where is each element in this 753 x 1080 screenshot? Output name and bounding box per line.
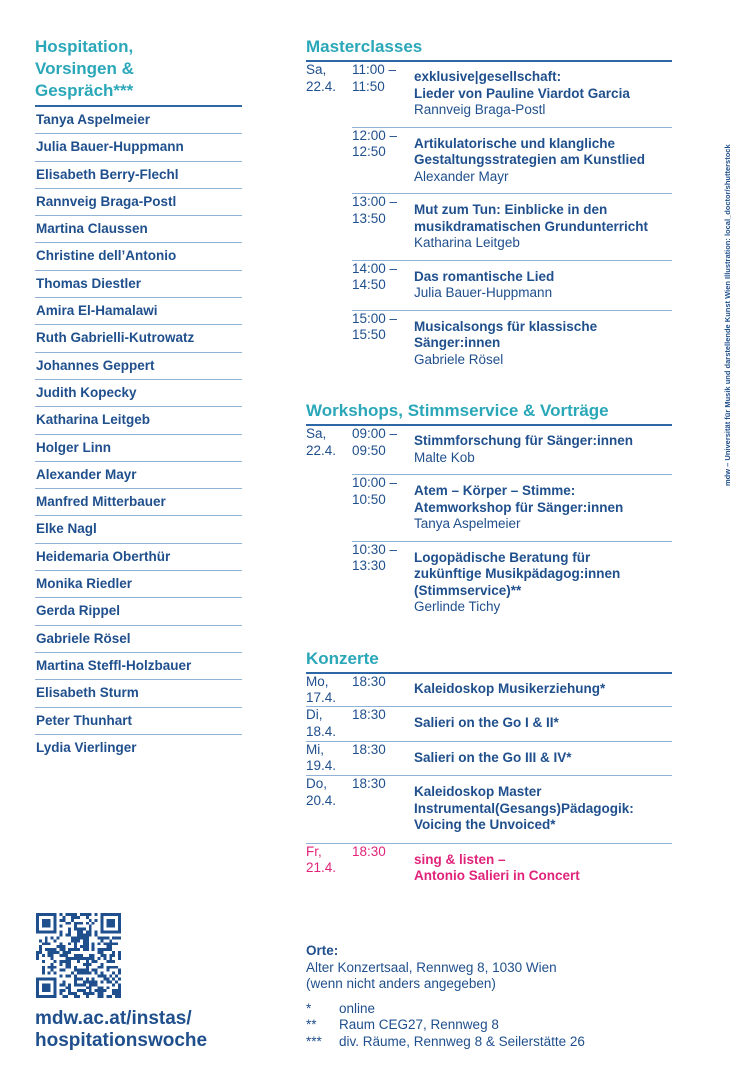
footnote-text: Raum CEG27, Rennweg 8 [339, 1017, 499, 1032]
workshops-event [306, 542, 672, 624]
event-day [306, 844, 348, 877]
hospitation-heading: Hospitation, Vorsingen & Gespräch*** [35, 37, 134, 100]
credit-line: mdw – Universität für Musik und darstellende Kunst Wien Illustration: local_doctor/shutterstock [723, 144, 732, 486]
event-time: 18:30 [352, 776, 386, 791]
event-time: 18:30 [352, 707, 386, 722]
konzerte-section [306, 648, 672, 894]
event-title: Atem – Körper – Stimme: [414, 483, 576, 498]
event-text [414, 550, 672, 616]
event-person: Malte Kob [414, 449, 475, 465]
person-name: Rannveig Braga-Postl [35, 189, 242, 216]
event-time-line: 13:30 [352, 558, 386, 573]
people-list [35, 107, 242, 761]
person-name: Martina Claussen [35, 216, 242, 243]
konzerte-list [306, 674, 672, 894]
event-time [352, 261, 414, 294]
event-text [414, 202, 672, 252]
event-time: 18:30 [352, 673, 386, 689]
event-title: Gestaltungsstrategien am Kunstlied [414, 152, 646, 167]
event-text [414, 750, 672, 767]
event-time [352, 194, 414, 227]
event-title: (Stimmservice)** [414, 582, 522, 598]
event-title: Kaleidoskop Musikerziehung* [414, 680, 606, 696]
event-time [352, 62, 414, 95]
event-person: Alexander Mayr [414, 168, 509, 184]
event-text [414, 784, 672, 834]
footnotes [306, 1001, 686, 1051]
event-day-line: 20.4. [306, 792, 337, 808]
masterclasses-event [306, 194, 672, 260]
person-name: Amira El-Hamalawi [35, 298, 242, 325]
event-time-line: 15:00 – [352, 310, 398, 326]
event-person: Tanya Aspelmeier [414, 516, 521, 531]
person-name: Christine dell’Antonio [35, 243, 242, 270]
event-day-line: Sa, [306, 426, 327, 441]
event-time [352, 475, 414, 508]
locations [306, 943, 686, 1050]
event-time-line: 12:00 – [352, 127, 398, 143]
location-line: Alter Konzertsaal, Rennweg 8, 1030 Wien [306, 959, 557, 975]
event-time-line: 13:00 – [352, 194, 398, 209]
konzerte-event [306, 707, 672, 741]
event-day-line: 18.4. [306, 723, 337, 739]
event-title: Mut zum Tun: Einblicke in den [414, 202, 608, 217]
qr-code-icon[interactable] [36, 913, 121, 998]
person-name: Monika Riedler [35, 571, 242, 598]
event-time [352, 542, 414, 575]
masterclasses-section [306, 36, 672, 376]
event-person: Rannveig Braga-Postl [414, 102, 546, 117]
event-day-line: Sa, [306, 62, 327, 77]
event-title: exklusive|gesellschaft: [414, 69, 562, 84]
event-person: Katharina Leitgeb [414, 235, 520, 250]
event-day-line: Fr, [306, 843, 322, 859]
event-day-line: Mi, [306, 741, 324, 757]
workshops-title: Workshops, Stimmservice & Vorträge [306, 401, 609, 420]
location-note: (wenn nicht anders angegeben) [306, 976, 496, 991]
event-time: 18:30 [352, 741, 386, 757]
person-name: Elisabeth Berry-Flechl [35, 162, 242, 189]
person-name: Tanya Aspelmeier [35, 107, 242, 134]
person-name: Heidemaria Oberthür [35, 544, 242, 571]
event-title: Artikulatorische und klangliche [414, 135, 616, 151]
website-link[interactable]: mdw.ac.at/instas/ hospitationswoche [35, 1008, 208, 1051]
event-time-line: 10:30 – [352, 541, 398, 557]
event-person: Julia Bauer-Huppmann [414, 285, 553, 300]
hospitation-section [35, 36, 242, 761]
person-name: Holger Linn [35, 435, 242, 462]
person-name: Judith Kopecky [35, 380, 242, 407]
event-day-line: Di, [306, 707, 323, 722]
masterclasses-event [306, 311, 672, 377]
event-title: zukünftige Musikpädagog:innen [414, 566, 621, 581]
locations-label: Orte: [306, 943, 339, 958]
konzerte-event [306, 674, 672, 707]
konzerte-event [306, 742, 672, 776]
event-time-line: 10:50 [352, 491, 386, 507]
masterclasses-event [306, 128, 672, 194]
event-title: Logopädische Beratung für [414, 549, 591, 565]
event-title: Salieri on the Go III & IV* [414, 749, 572, 765]
event-title: Stimmforschung für Sänger:innen [414, 433, 634, 448]
person-name: Gerda Rippel [35, 598, 242, 625]
person-name: Johannes Geppert [35, 353, 242, 380]
event-time-line: 14:00 – [352, 260, 398, 276]
workshops-event [306, 426, 672, 474]
event-title: Lieder von Pauline Viardot Garcia [414, 85, 630, 101]
person-name: Martina Steffl-Holzbauer [35, 653, 242, 680]
person-name: Ruth Gabrielli-Kutrowatz [35, 325, 242, 352]
event-day [306, 426, 348, 459]
event-text [414, 136, 672, 186]
event-title: Kaleidoskop Master [414, 784, 542, 799]
event-text [414, 319, 672, 369]
event-day-line: Mo, [306, 673, 329, 689]
person-name: Alexander Mayr [35, 462, 242, 489]
footnote [306, 1001, 686, 1018]
event-time-line: 13:50 [352, 210, 386, 226]
person-name: Peter Thunhart [35, 708, 242, 735]
event-title: Instrumental(Gesangs)Pädagogik: [414, 800, 634, 816]
event-day [306, 707, 348, 740]
event-time-line: 09:00 – [352, 426, 398, 441]
event-time [352, 311, 414, 344]
masterclasses-title: Masterclasses [306, 37, 423, 56]
workshops-list [306, 426, 672, 624]
event-time-line: 11:00 – [352, 62, 397, 77]
event-text [414, 681, 672, 698]
person-name: Lydia Vierlinger [36, 739, 137, 755]
event-time-line: 14:50 [352, 277, 386, 292]
event-time [352, 426, 414, 459]
event-day [306, 674, 348, 707]
workshops-section [306, 400, 672, 624]
footnote-mark: * [306, 1000, 312, 1016]
event-text [414, 715, 672, 732]
event-time: 18:30 [352, 843, 386, 859]
event-title: Antonio Salieri in Concert [414, 868, 580, 883]
konzerte-event [306, 776, 672, 843]
event-time-line: 15:50 [352, 327, 386, 342]
person-name: Gabriele Rösel [35, 626, 242, 653]
person-name: Elke Nagl [35, 516, 242, 543]
konzerte-title: Konzerte [306, 648, 379, 668]
footnote-mark: *** [306, 1033, 322, 1049]
event-day-line: Do, [306, 776, 328, 791]
event-time-line: 11:50 [352, 78, 385, 94]
footnote-text: div. Räume, Rennweg 8 & Seilerstätte 26 [339, 1033, 585, 1049]
event-text [414, 69, 672, 119]
event-person: Gerlinde Tichy [414, 599, 501, 614]
footnote [306, 1017, 686, 1034]
person-name: Manfred Mitterbauer [35, 489, 242, 516]
event-day [306, 62, 348, 95]
footnote-text: online [339, 1000, 376, 1016]
event-day-line: 21.4. [306, 860, 337, 875]
event-day-line: 22.4. [306, 442, 337, 458]
event-day-line: 19.4. [306, 758, 337, 773]
event-title: Salieri on the Go I & II* [414, 715, 559, 730]
event-title: Das romantische Lied [414, 268, 555, 284]
masterclasses-list [306, 62, 672, 376]
event-day [306, 742, 348, 775]
person-name: Elisabeth Sturm [35, 680, 242, 707]
event-text [414, 433, 672, 466]
event-day-line: 17.4. [306, 690, 337, 705]
event-time [352, 128, 414, 161]
workshops-event [306, 475, 672, 541]
masterclasses-event [306, 261, 672, 310]
event-time-line: 10:00 – [352, 475, 398, 490]
event-title: sing & listen – [414, 851, 506, 867]
event-text [414, 483, 672, 533]
event-day-line: 22.4. [306, 78, 337, 94]
event-title: Voicing the Unvoiced* [414, 817, 556, 832]
event-person: Gabriele Rösel [414, 351, 504, 367]
footnote [306, 1034, 686, 1051]
masterclasses-event [306, 62, 672, 127]
event-title: musikdramatischen Grundunterricht [414, 218, 649, 234]
footnote-mark: ** [306, 1017, 317, 1032]
person-name: Thomas Diestler [35, 271, 242, 298]
event-title: Sänger:innen [414, 335, 501, 350]
schedule [306, 36, 672, 894]
event-time-line: 12:50 [352, 144, 386, 159]
event-title: Atemworkshop für Sänger:innen [414, 499, 624, 515]
event-text [414, 852, 672, 885]
event-title: Musicalsongs für klassische [414, 318, 598, 334]
event-time-line: 09:50 [352, 442, 386, 458]
person-name: Katharina Leitgeb [35, 407, 242, 434]
konzerte-event [306, 844, 672, 894]
event-day [306, 776, 348, 809]
event-text [414, 269, 672, 302]
person-name: Julia Bauer-Huppmann [35, 134, 242, 161]
